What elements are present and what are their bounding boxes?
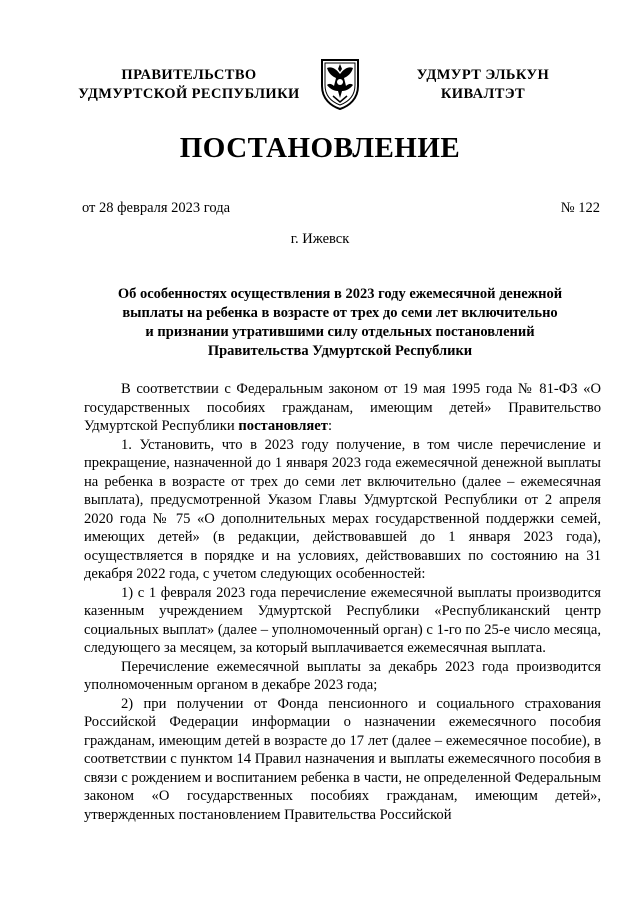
document-number: № 122 [560,200,600,216]
header-right-line-1: УДМУРТ ЭЛЬКУН [416,67,550,83]
subject-line-2: выплаты на ребенка в возрасте от трех до семи лет включительно [122,305,558,321]
body-paragraph-2: 1) с 1 февраля 2023 года перечисление ежемесячной выплаты производится казенным учреждением Удмуртской Республики «Республиканский центр социальных выплат» (далее – уполномоченный орган) с 1-го по 25-е число месяца, следующего за месяцем, за который выплачивается ежемесячная выплата. [84,584,601,656]
document-date: от 28 февраля 2023 года [82,200,231,216]
body-intro-paragraph [84,380,601,436]
header-right-line-2: КИВАЛТЭТ [440,86,526,102]
header-left-line-1: ПРАВИТЕЛЬСТВО [121,67,257,83]
document-body [84,380,601,824]
subject-line-3: и признании утратившими силу отдельных постановлений [145,324,535,340]
government-name-udmurt [378,66,588,104]
body-paragraph-1: 1. Установить, что в 2023 году получение, в том числе перечисление и прекращение, назначенной до 1 января 2023 года ежемесячной денежной выплаты на ребенка в возрасте от трех до семи лет включительно (далее – ежемесячная выплата), предусмотренной Указом Главы Удмуртской Республики от 2 апреля 2020 года № 75 «О дополнительных мерах государственной поддержки семей, имеющих детей» (в редакции, действовавшей до 1 января 2023 года), осуществляется в порядке и на условиях, действовавших по состоянию на 31 декабря 2022 года, с учетом следующих особенностей: [84,436,601,582]
subject-line-4: Правительства Удмуртской Республики [207,343,473,359]
intro-text: В соответствии с Федеральным законом от 19 мая 1995 года № 81-ФЗ «О государственных пособиях гражданам, имеющим детей» Правительство Удмуртской Республики [84,381,601,434]
body-paragraph-3: Перечисление ежемесячной выплаты за декабрь 2023 года производится уполномоченным органом в декабре 2023 года; [84,658,601,693]
document-title: ПОСТАНОВЛЕНИЕ [179,132,461,164]
header-left-line-2: УДМУРТСКОЙ РЕСПУБЛИКИ [78,86,300,102]
body-paragraph-4: 2) при получении от Фонда пенсионного и социального страхования Российской Федерации информации о назначении ежемесячного пособия гражданам, имеющим детей в возрасте до 17 лет (далее – ежемесячное пособие), в соответствии с пунктом 14 Правил назначения и выплаты ежемесячного пособия в связи с рождением и воспитанием ребенка в части, не определенной Федеральным законом «О государственных пособиях гражданам, имеющим детей», утвержденных постановлением Правительства Российской [84,695,601,823]
government-name-russian [52,66,326,104]
decree-keyword: постановляет [238,418,328,434]
document-city: г. Ижевск [290,231,350,247]
coat-of-arms-icon [318,56,362,110]
intro-end: : [327,418,333,434]
document-subject [90,285,590,361]
subject-line-1: Об особенностях осуществления в 2023 году ежемесячной денежной [117,286,563,302]
